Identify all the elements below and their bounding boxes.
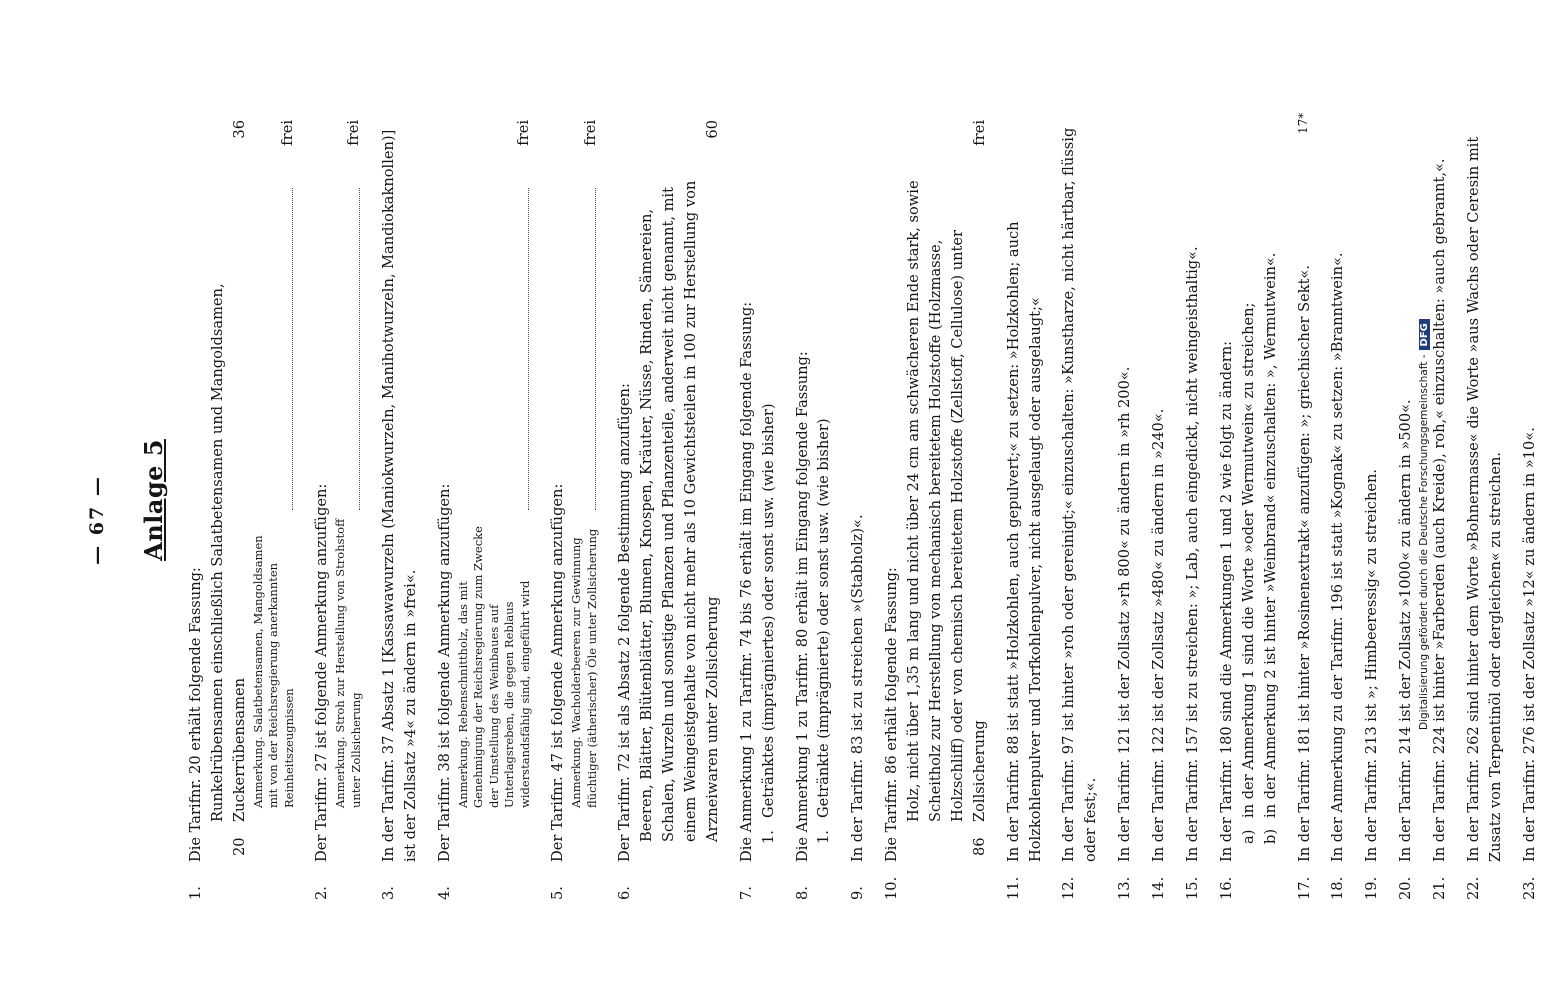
item-number: 5. — [549, 886, 567, 900]
page-number: — 67 — — [86, 475, 108, 565]
duty-rate: 36 — [230, 120, 248, 139]
sub-item-label: 1. — [815, 830, 833, 844]
tariff-code: 86 — [970, 837, 988, 856]
item-number: 18. — [1329, 876, 1347, 900]
item-text: In der Tarifnr. 97 ist hinter »roh oder gereinigt;« einzuschalten: »Kunstharze, nicht härtbar, flüssig oder fest;«. — [1060, 127, 1100, 862]
item-text: In der Tarifnr. 181 ist hinter »Rosinenextrakt« anzufügen: »; griechischer Sekt«. — [1295, 265, 1313, 862]
item-number: 8. — [793, 886, 811, 900]
item-number: 3. — [380, 886, 398, 900]
item-number: 9. — [849, 886, 867, 900]
item-text: In der Tarifnr. 88 ist statt »Holzkohlen, auch gepulvert;« zu setzen: »Holzkohlen; auch Holzkohlenpulver und Torfkohlenpulver, nicht ausgelaugt oder ausgelaugt;« — [1004, 221, 1044, 862]
sub-item — [813, 120, 835, 844]
item-number: 14. — [1150, 876, 1168, 900]
tariff-item-4 — [434, 120, 535, 900]
item-number: 4. — [435, 886, 453, 900]
dot-leader — [595, 188, 596, 510]
duty-rate: frei — [970, 120, 988, 146]
sub-item — [758, 120, 780, 844]
dot-leader — [292, 188, 293, 510]
item-number: 23. — [1520, 876, 1538, 900]
duty-rate: frei — [581, 120, 599, 146]
item-number: 19. — [1363, 876, 1381, 900]
item-text: Der Tarifnr. 72 ist als Absatz 2 folgende Bestimmung anzufügen: — [616, 383, 634, 862]
tariff-item-23 — [1519, 120, 1541, 900]
item-text: In der Tarifnr. 262 sind hinter dem Worte »Bohnermasse« die Worte »aus Wachs oder Ceresin mit Zusatz von Terpentinöl oder dergleichen« zu streichen. — [1465, 136, 1504, 862]
item-text: Der Tarifnr. 47 ist folgende Anmerkung anzufügen: — [549, 483, 567, 862]
tariff-item-20 — [1395, 120, 1417, 900]
tariff-entry — [207, 120, 251, 856]
sub-item-text: Getränkte (imprägnierte) oder sonst usw. (wie bisher) — [815, 418, 833, 818]
annotation-text: Anmerkung. Salatbetensamen, Mangoldsamen mit von der Reichsregierung anerkannten Reinheitszeugnissen — [250, 535, 296, 808]
item-number: 16. — [1217, 876, 1235, 900]
tariff-item-22 — [1463, 120, 1507, 900]
item-number: 11. — [1004, 876, 1022, 900]
sub-item-label: b) — [1261, 828, 1279, 844]
credit-text: Digitalisierung gefördert durch die Deutsche Forschungsgemeinschaft - — [1418, 354, 1430, 730]
duty-rate: frei — [514, 120, 532, 146]
sub-item-text: in der Anmerkung 2 ist hinter »Weinbrand« einzuschalten: », Wermutwein«. — [1261, 252, 1279, 818]
annotation — [456, 120, 534, 808]
sub-item — [1260, 120, 1282, 844]
tariff-item-7 — [736, 120, 780, 900]
item-text: In der Tarifnr. 214 ist der Zollsatz »1000« zu ändern in »500«. — [1397, 399, 1415, 862]
item-number: 2. — [313, 886, 331, 900]
tariff-item-11 — [1003, 120, 1047, 900]
item-number: 20. — [1397, 876, 1415, 900]
dot-leader — [359, 188, 360, 510]
tariff-entry — [903, 120, 991, 856]
item-text: In der Tarifnr. 157 ist zu streichen: »; Lab, auch eingedickt, nicht weingeisthaltig«. — [1184, 246, 1202, 862]
dfg-logo-icon: DFG — [1419, 319, 1430, 350]
item-text: In der Tarifnr. 37 Absatz 1 [Kassawawurzeln (Maniokwurzeln, Manihotwurzeln, Mandiokaknollen)] ist der Zollsatz »4« zu ändern in »frei«. — [380, 129, 420, 862]
item-number: 7. — [737, 886, 755, 900]
item-number: 12. — [1060, 876, 1078, 900]
sub-item-text: Getränktes (imprägniertes) oder sonst usw. (wie bisher) — [759, 403, 777, 818]
item-text: Der Tarifnr. 38 ist folgende Anmerkung anzufügen: — [435, 483, 453, 862]
sub-item-label: 1. — [759, 830, 777, 844]
duty-rate: frei — [278, 120, 296, 146]
item-number: 22. — [1465, 876, 1483, 900]
item-text: Die Anmerkung 1 zu Tarifnr. 80 erhält im Eingang folgende Fassung: — [793, 351, 811, 862]
item-text: In der Tarifnr. 121 ist der Zollsatz »rh 800« zu ändern in »rh 200«. — [1116, 366, 1134, 862]
annotation-text: Anmerkung. Rebenschnittholz, das mit Genehmigung der Reichsregierung zum Zwecke der Umstellung des Weinbaues auf Unterlagsreben, die gegen Reblaus widerstandsfähig sind, eingeführt wird — [455, 526, 532, 808]
tariff-entry-text: Beeren, Blätter, Blütenblätter, Blumen, Knospen, Kräuter, Nüsse, Rinden, Sämereien, Schalen, Wurzeln und sonstige Pflanzen und Pflanzenteile, anderweit nicht genannt, mit einem Weingeistgehalte von nicht mehr als 10 Gewichtsteilen in 100 zur Herstellung von Arzneiwaren unter Zollsicherung — [638, 180, 721, 842]
item-number: 13. — [1116, 876, 1134, 900]
tariff-item-3 — [378, 120, 422, 900]
item-text: Die Tarifnr. 20 erhält folgende Fassung: — [187, 567, 204, 862]
tariff-item-1 — [185, 120, 299, 900]
tariff-code: 20 — [230, 837, 248, 856]
tariff-item-9 — [847, 120, 869, 900]
item-number: 21. — [1431, 876, 1449, 900]
annotation — [569, 120, 600, 808]
tariff-item-12 — [1058, 120, 1102, 900]
annotation — [333, 120, 364, 808]
tariff-item-5 — [547, 120, 602, 900]
item-text: In der Tarifnr. 213 ist »; Himbeeressig« zu streichen. — [1363, 468, 1381, 862]
duty-rate: frei — [345, 120, 363, 146]
item-number: 15. — [1184, 876, 1202, 900]
dot-leader — [528, 188, 529, 510]
sub-item — [1238, 120, 1260, 844]
item-text: Die Tarifnr. 86 erhält folgende Fassung: — [883, 567, 901, 862]
tariff-item-2 — [311, 120, 366, 900]
tariff-item-13 — [1114, 120, 1136, 900]
digitization-credit — [1418, 10, 1430, 730]
item-number: 6. — [616, 886, 634, 900]
tariff-item-8 — [792, 120, 836, 900]
tariff-entry-text: Runkelrübensamen einschließlich Salatbetensamen und Mangoldsamen, Zuckerrübensamen — [208, 283, 248, 822]
annotation-text: Anmerkung. Stroh zur Herstellung von Strohstoff unter Zollsicherung — [333, 518, 363, 808]
item-number: 17. — [1295, 876, 1313, 900]
tariff-item-6 — [614, 120, 723, 900]
tariff-entry-text: Holz, nicht über 1,35 m lang und nicht über 24 cm am schwächeren Ende stark, sowie Scheitholz zur Herstellung von mechanisch bereitetem Holzstoffe (Holzmasse, Holzschliff) oder von chemisch bereitetem Holzstoffe (Zellstoff, Cellulose) unter Zollsicherung — [905, 180, 988, 822]
tariff-item-14 — [1148, 120, 1170, 900]
annotation — [251, 120, 298, 808]
tariff-item-19 — [1361, 120, 1383, 900]
item-text: In der Tarifnr. 276 ist der Zollsatz »12« zu ändern in »10«. — [1520, 427, 1538, 862]
annotation-text: Anmerkung. Wacholderbeeren zur Gewinnung flüchtiger (ätherischer) Öle unter Zollsicherung — [569, 528, 599, 808]
tariff-entry — [636, 120, 724, 842]
duty-rate: 60 — [703, 120, 721, 139]
item-text: In der Anmerkung zu der Tarifnr. 196 ist statt »Kognak« zu setzen: »Branntwein«. — [1329, 252, 1347, 862]
item-text: In der Tarifnr. 180 sind die Anmerkungen 1 und 2 wie folgt zu ändern: — [1217, 340, 1235, 862]
sub-item-label: a) — [1239, 829, 1257, 844]
item-text: In der Tarifnr. 83 ist zu streichen »(Stabholz)«. — [849, 514, 867, 862]
item-number: 1. — [187, 886, 204, 900]
tariff-item-21 — [1429, 120, 1451, 900]
item-number: 10. — [883, 876, 901, 900]
sub-item-text: in der Anmerkung 1 sind die Worte »oder Wermutwein« zu streichen; — [1239, 302, 1257, 818]
printer-mark: 17* — [1296, 112, 1310, 134]
item-text: In der Tarifnr. 224 ist hinter »Farberden (auch Kreide), roh,« einzuschalten: »auch gebrannt,«. — [1431, 158, 1449, 862]
tariff-item-10 — [881, 120, 990, 900]
tariff-item-16 — [1216, 120, 1282, 900]
item-text: Der Tarifnr. 27 ist folgende Anmerkung anzufügen: — [313, 483, 331, 862]
appendix-title: Anlage 5 — [139, 439, 168, 561]
tariff-item-17 — [1294, 120, 1316, 900]
item-text: Die Anmerkung 1 zu Tarifnr. 74 bis 76 erhält im Eingang folgende Fassung: — [737, 301, 755, 862]
item-text: In der Tarifnr. 122 ist der Zollsatz »480« zu ändern in »240«. — [1150, 408, 1168, 862]
document-body — [185, 120, 1541, 900]
tariff-item-18 — [1327, 120, 1349, 900]
tariff-item-15 — [1182, 120, 1204, 900]
